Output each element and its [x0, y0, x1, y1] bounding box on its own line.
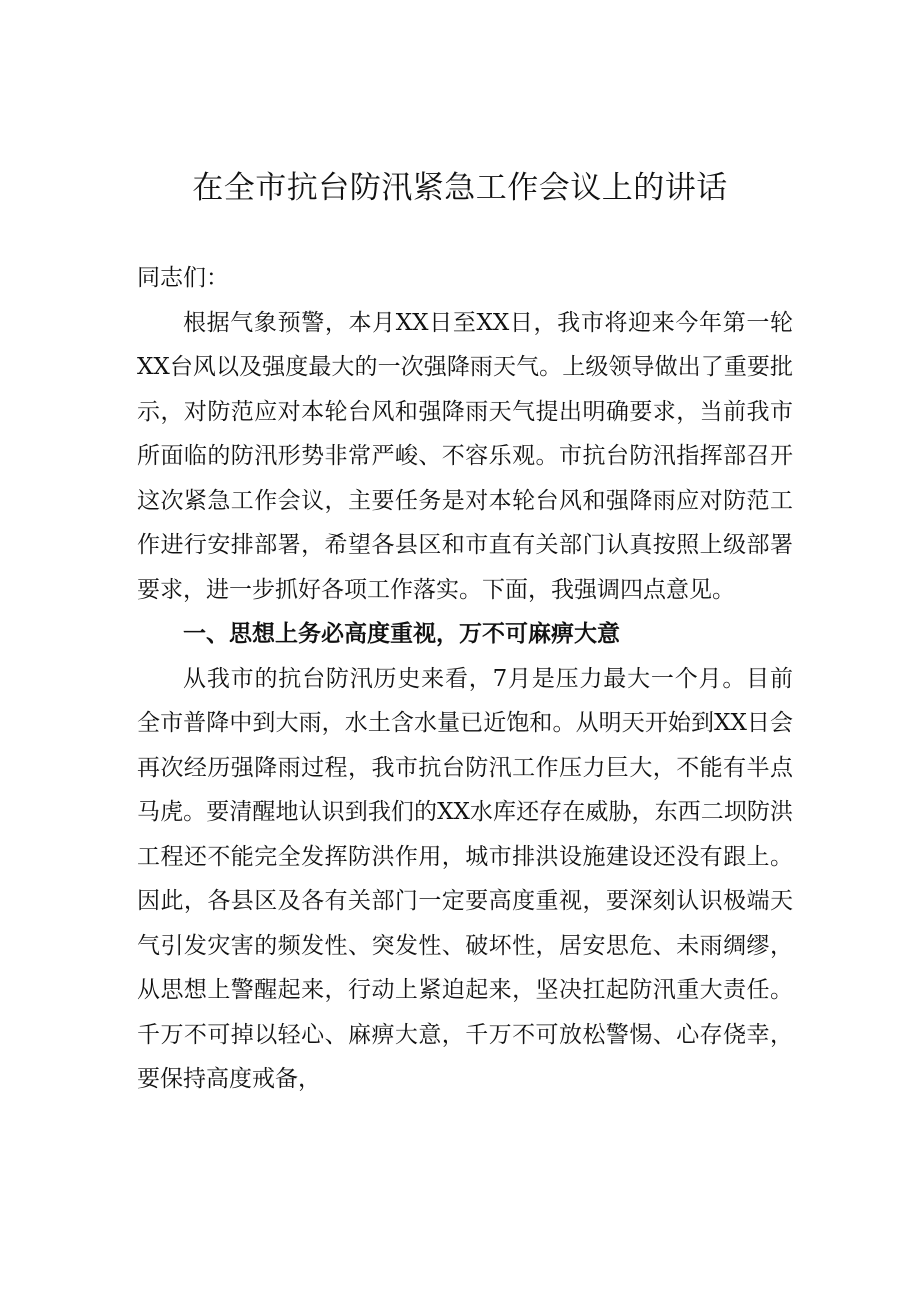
- greeting: 同志们：: [137, 265, 229, 291]
- paragraph-section-1: 从我市的抗台防汛历史来看，7月是压力最大一个月。目前全市普降中到大雨，水土含水量已近饱和。从明天开始到XX日会再次经历强降雨过程，我市抗台防汛工作压力巨大，不能有半点马虎。要清醒地认识到我们的XX水库还存在威胁，东西二坝防洪工程还不能完全发挥防洪作用，城市排洪设施建设还没有跟上。因此，各县区及各有关部门一定要高度重视，要深刻认识极端天气引发灾害的频发性、突发性、破坏性，居安思危、未雨绸缪，从思想上警醒起来，行动上紧迫起来，坚决扛起防汛重大责任。千万不可掉以轻心、麻痹大意，千万不可放松警惕、心存侥幸，要保持高度戒备，: [137, 665, 793, 1092]
- paragraph-intro: 根据气象预警，本月XX日至XX日，我市将迎来今年第一轮XX台风以及强度最大的一次强降雨天气。上级领导做出了重要批示，对防范应对本轮台风和强降雨天气提出明确要求，当前我市所面临的防汛形势非常严峻、不容乐观。市抗台防汛指挥部召开这次紧急工作会议，主要任务是对本轮台风和强降雨应对防范工作进行安排部署，希望各县区和市直有关部门认真按照上级部署要求，进一步抓好各项工作落实。下面，我强调四点意见。: [137, 309, 793, 603]
- document-title: 在全市抗台防汛紧急工作会议上的讲话: [192, 170, 728, 206]
- section-heading-1: 一、思想上务必高度重视，万不可麻痹大意: [183, 621, 620, 647]
- document-body: [137, 256, 793, 1102]
